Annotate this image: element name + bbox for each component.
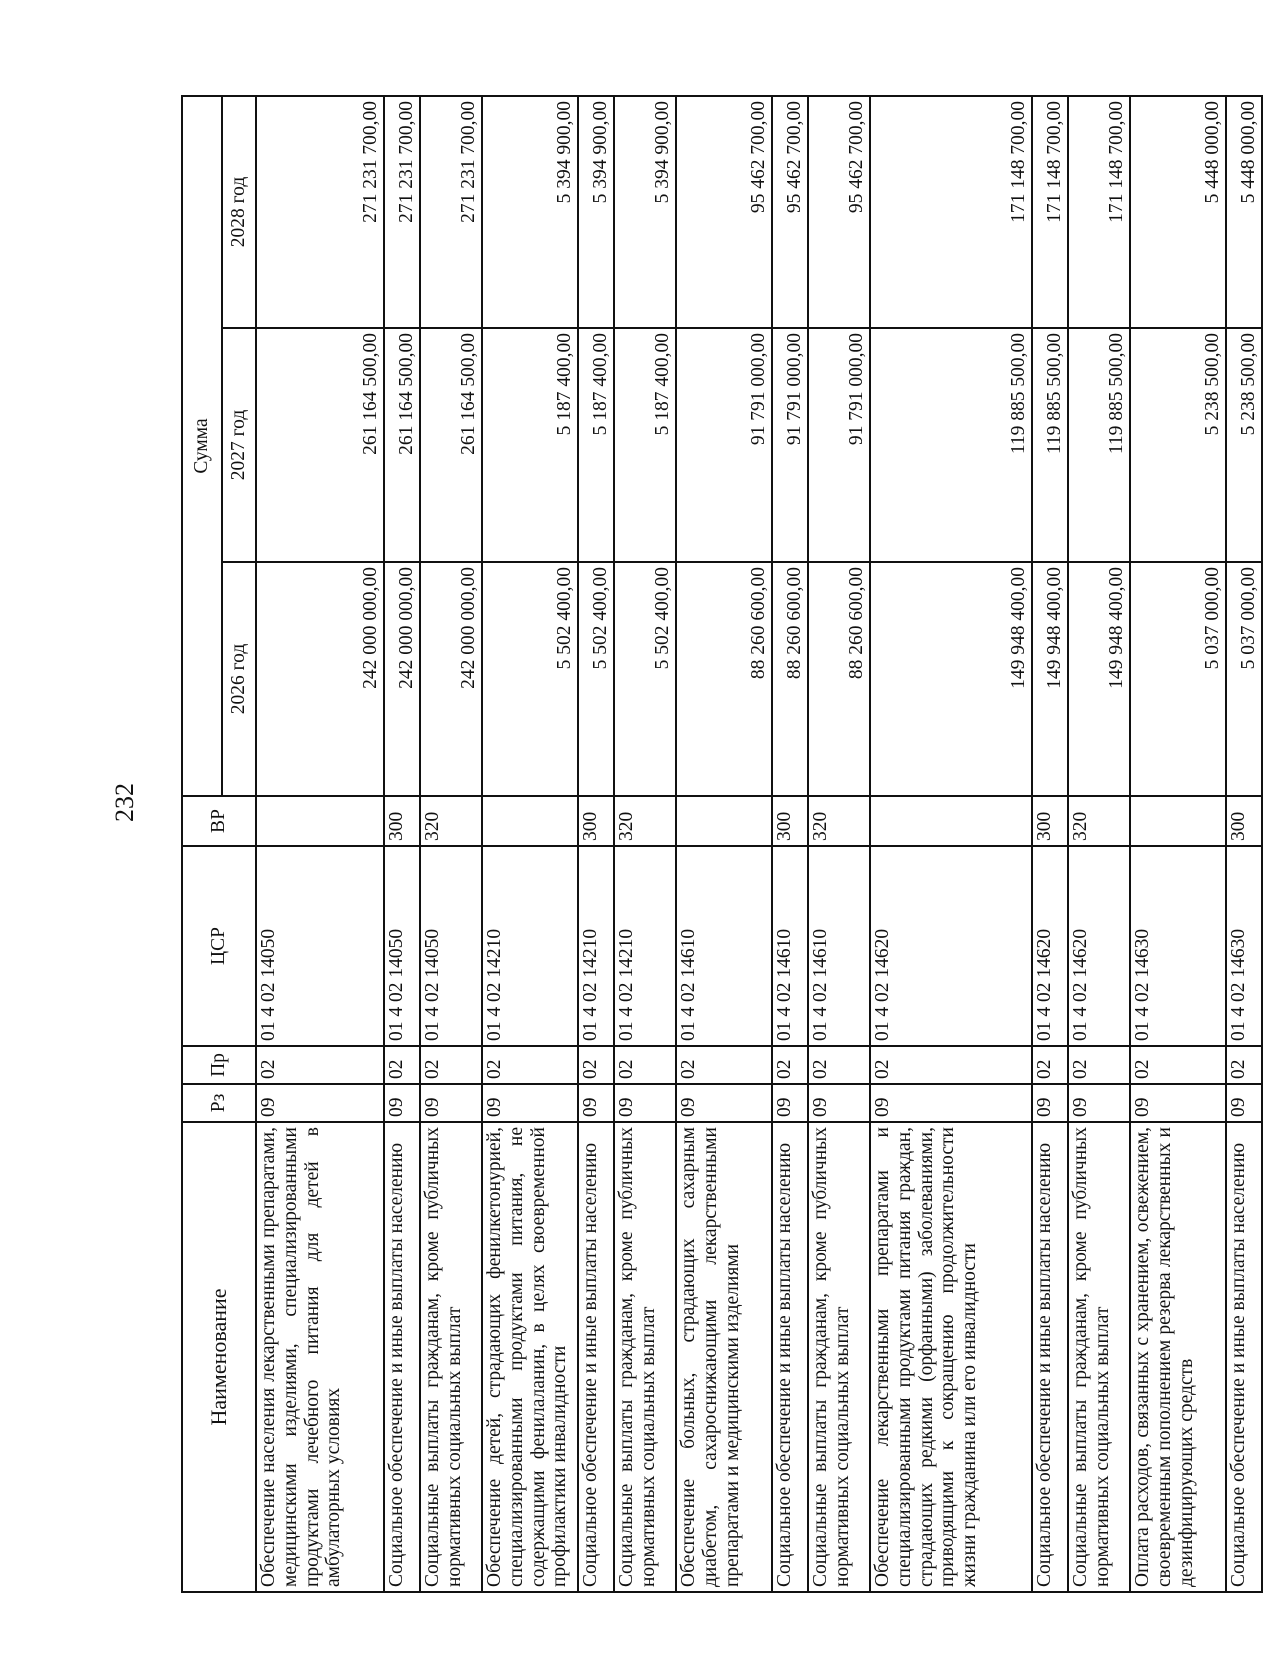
cell-pr: 02	[614, 1046, 676, 1084]
cell-rz: 09	[578, 1084, 614, 1122]
budget-table	[181, 95, 1263, 1593]
cell-csr: 01 4 02 14620	[1068, 846, 1130, 1046]
cell-2028: 171 148 700,00	[1068, 96, 1130, 328]
cell-vr: 300	[384, 796, 420, 846]
cell-2026: 242 000 000,00	[420, 562, 482, 796]
cell-2027: 119 885 500,00	[870, 328, 1032, 562]
cell-pr: 02	[676, 1046, 772, 1084]
table-row	[482, 96, 578, 1592]
cell-csr: 01 4 02 14630	[1226, 846, 1262, 1046]
cell-2027: 119 885 500,00	[1032, 328, 1068, 562]
cell-2026: 88 260 600,00	[676, 562, 772, 796]
table-row	[256, 96, 384, 1592]
header-csr: ЦСР	[182, 846, 256, 1046]
cell-rz: 09	[1130, 1084, 1226, 1122]
cell-rz: 09	[256, 1084, 384, 1122]
cell-csr: 01 4 02 14050	[256, 846, 384, 1046]
cell-csr: 01 4 02 14050	[420, 846, 482, 1046]
cell-name: Социальные выплаты гражданам, кроме публичных нормативных социальных выплат	[420, 1122, 482, 1592]
cell-pr: 02	[1226, 1046, 1262, 1084]
cell-vr	[256, 796, 384, 846]
cell-2028: 171 148 700,00	[1032, 96, 1068, 328]
table-row	[772, 96, 808, 1592]
cell-2026: 149 948 400,00	[1068, 562, 1130, 796]
header-year-2028: 2028 год	[222, 96, 256, 328]
cell-2027: 261 164 500,00	[420, 328, 482, 562]
cell-2028: 5 394 900,00	[482, 96, 578, 328]
cell-2027: 91 791 000,00	[808, 328, 870, 562]
cell-2026: 242 000 000,00	[256, 562, 384, 796]
table-body	[256, 96, 1262, 1592]
cell-rz: 09	[614, 1084, 676, 1122]
cell-rz: 09	[772, 1084, 808, 1122]
cell-name: Социальное обеспечение и иные выплаты населению	[578, 1122, 614, 1592]
cell-csr: 01 4 02 14210	[614, 846, 676, 1046]
cell-2026: 149 948 400,00	[870, 562, 1032, 796]
cell-2026: 5 502 400,00	[578, 562, 614, 796]
cell-csr: 01 4 02 14050	[384, 846, 420, 1046]
table-row	[1130, 96, 1226, 1592]
cell-csr: 01 4 02 14610	[772, 846, 808, 1046]
cell-pr: 02	[482, 1046, 578, 1084]
cell-vr	[870, 796, 1032, 846]
cell-2027: 91 791 000,00	[676, 328, 772, 562]
cell-2027: 91 791 000,00	[772, 328, 808, 562]
cell-csr: 01 4 02 14630	[1130, 846, 1226, 1046]
cell-2027: 5 187 400,00	[482, 328, 578, 562]
cell-2028: 5 448 000,00	[1226, 96, 1262, 328]
table-row	[384, 96, 420, 1592]
cell-2027: 119 885 500,00	[1068, 328, 1130, 562]
cell-name: Социальное обеспечение и иные выплаты населению	[1032, 1122, 1068, 1592]
table-row	[1068, 96, 1130, 1592]
cell-name: Социальные выплаты гражданам, кроме публичных нормативных социальных выплат	[1068, 1122, 1130, 1592]
cell-2027: 5 238 500,00	[1226, 328, 1262, 562]
table-row	[578, 96, 614, 1592]
cell-2028: 171 148 700,00	[870, 96, 1032, 328]
table-row	[1226, 96, 1262, 1592]
cell-csr: 01 4 02 14210	[482, 846, 578, 1046]
cell-pr: 02	[808, 1046, 870, 1084]
cell-vr: 300	[1226, 796, 1262, 846]
cell-vr	[676, 796, 772, 846]
cell-vr	[482, 796, 578, 846]
cell-pr: 02	[772, 1046, 808, 1084]
cell-2027: 5 187 400,00	[614, 328, 676, 562]
cell-2028: 95 462 700,00	[676, 96, 772, 328]
cell-rz: 09	[676, 1084, 772, 1122]
cell-rz: 09	[384, 1084, 420, 1122]
cell-pr: 02	[870, 1046, 1032, 1084]
cell-2028: 5 394 900,00	[578, 96, 614, 328]
cell-name: Обеспечение больных, страдающих сахарным диабетом, сахароснижающими лекарственными препаратами и медицинскими изделиями	[676, 1122, 772, 1592]
cell-csr: 01 4 02 14620	[870, 846, 1032, 1046]
cell-rz: 09	[1068, 1084, 1130, 1122]
cell-pr: 02	[256, 1046, 384, 1084]
cell-vr: 300	[772, 796, 808, 846]
cell-vr: 320	[808, 796, 870, 846]
cell-vr: 300	[1032, 796, 1068, 846]
cell-2028: 271 231 700,00	[256, 96, 384, 328]
cell-2026: 149 948 400,00	[1032, 562, 1068, 796]
cell-2026: 88 260 600,00	[808, 562, 870, 796]
table-row	[1032, 96, 1068, 1592]
cell-name: Обеспечение лекарственными препаратами и специализированными продуктами питания граждан, страдающих редкими (орфанными) заболеваниями, приводящими к сокращению продолжительности жизни гражданина или его инвалидности	[870, 1122, 1032, 1592]
page-number: 232	[110, 783, 139, 822]
cell-pr: 02	[1068, 1046, 1130, 1084]
cell-2027: 5 238 500,00	[1130, 328, 1226, 562]
cell-2026: 242 000 000,00	[384, 562, 420, 796]
cell-pr: 02	[578, 1046, 614, 1084]
header-year-2026: 2026 год	[222, 562, 256, 796]
cell-rz: 09	[1226, 1084, 1262, 1122]
cell-2027: 261 164 500,00	[384, 328, 420, 562]
cell-2028: 95 462 700,00	[772, 96, 808, 328]
cell-pr: 02	[1032, 1046, 1068, 1084]
header-year-2027: 2027 год	[222, 328, 256, 562]
cell-2028: 271 231 700,00	[420, 96, 482, 328]
cell-2028: 95 462 700,00	[808, 96, 870, 328]
cell-2026: 5 502 400,00	[482, 562, 578, 796]
cell-vr: 320	[614, 796, 676, 846]
cell-2026: 5 037 000,00	[1130, 562, 1226, 796]
table-row	[614, 96, 676, 1592]
cell-name: Социальные выплаты гражданам, кроме публичных нормативных социальных выплат	[614, 1122, 676, 1592]
cell-vr: 320	[420, 796, 482, 846]
cell-name: Социальное обеспечение и иные выплаты населению	[384, 1122, 420, 1592]
header-vr: ВР	[182, 796, 256, 846]
cell-name: Социальное обеспечение и иные выплаты населению	[1226, 1122, 1262, 1592]
cell-2028: 5 448 000,00	[1130, 96, 1226, 328]
header-name: Наименование	[182, 1122, 256, 1592]
cell-name: Оплата расходов, связанных с хранением, освежением, своевременным пополнением резерва лекарственных и дезинфицирующих средств	[1130, 1122, 1226, 1592]
cell-name: Социальные выплаты гражданам, кроме публичных нормативных социальных выплат	[808, 1122, 870, 1592]
cell-name: Обеспечение детей, страдающих фенилкетонурией, специализированными продуктами питания, не содержащими фенилаланин, в целях своевременной профилактики инвалидности	[482, 1122, 578, 1592]
cell-2026: 88 260 600,00	[772, 562, 808, 796]
cell-name: Социальное обеспечение и иные выплаты населению	[772, 1122, 808, 1592]
cell-2027: 5 187 400,00	[578, 328, 614, 562]
cell-vr: 300	[578, 796, 614, 846]
cell-rz: 09	[808, 1084, 870, 1122]
cell-rz: 09	[870, 1084, 1032, 1122]
cell-csr: 01 4 02 14610	[808, 846, 870, 1046]
cell-rz: 09	[1032, 1084, 1068, 1122]
cell-csr: 01 4 02 14620	[1032, 846, 1068, 1046]
header-rz: Рз	[182, 1084, 256, 1122]
cell-vr: 320	[1068, 796, 1130, 846]
cell-rz: 09	[420, 1084, 482, 1122]
cell-2027: 261 164 500,00	[256, 328, 384, 562]
cell-csr: 01 4 02 14210	[578, 846, 614, 1046]
cell-2028: 5 394 900,00	[614, 96, 676, 328]
table-row	[870, 96, 1032, 1592]
budget-table-rotated	[181, 97, 1260, 1593]
cell-pr: 02	[420, 1046, 482, 1084]
table-row	[420, 96, 482, 1592]
table-row	[676, 96, 772, 1592]
header-sum: Сумма	[182, 96, 222, 796]
cell-vr	[1130, 796, 1226, 846]
header-pr: Пр	[182, 1046, 256, 1084]
cell-pr: 02	[1130, 1046, 1226, 1084]
table-row	[808, 96, 870, 1592]
cell-2028: 271 231 700,00	[384, 96, 420, 328]
cell-rz: 09	[482, 1084, 578, 1122]
cell-name: Обеспечение населения лекарственными препаратами, медицинскими изделиями, специализированными продуктами лечебного питания для детей в амбулаторных условиях	[256, 1122, 384, 1592]
cell-pr: 02	[384, 1046, 420, 1084]
cell-csr: 01 4 02 14610	[676, 846, 772, 1046]
cell-2026: 5 502 400,00	[614, 562, 676, 796]
cell-2026: 5 037 000,00	[1226, 562, 1262, 796]
